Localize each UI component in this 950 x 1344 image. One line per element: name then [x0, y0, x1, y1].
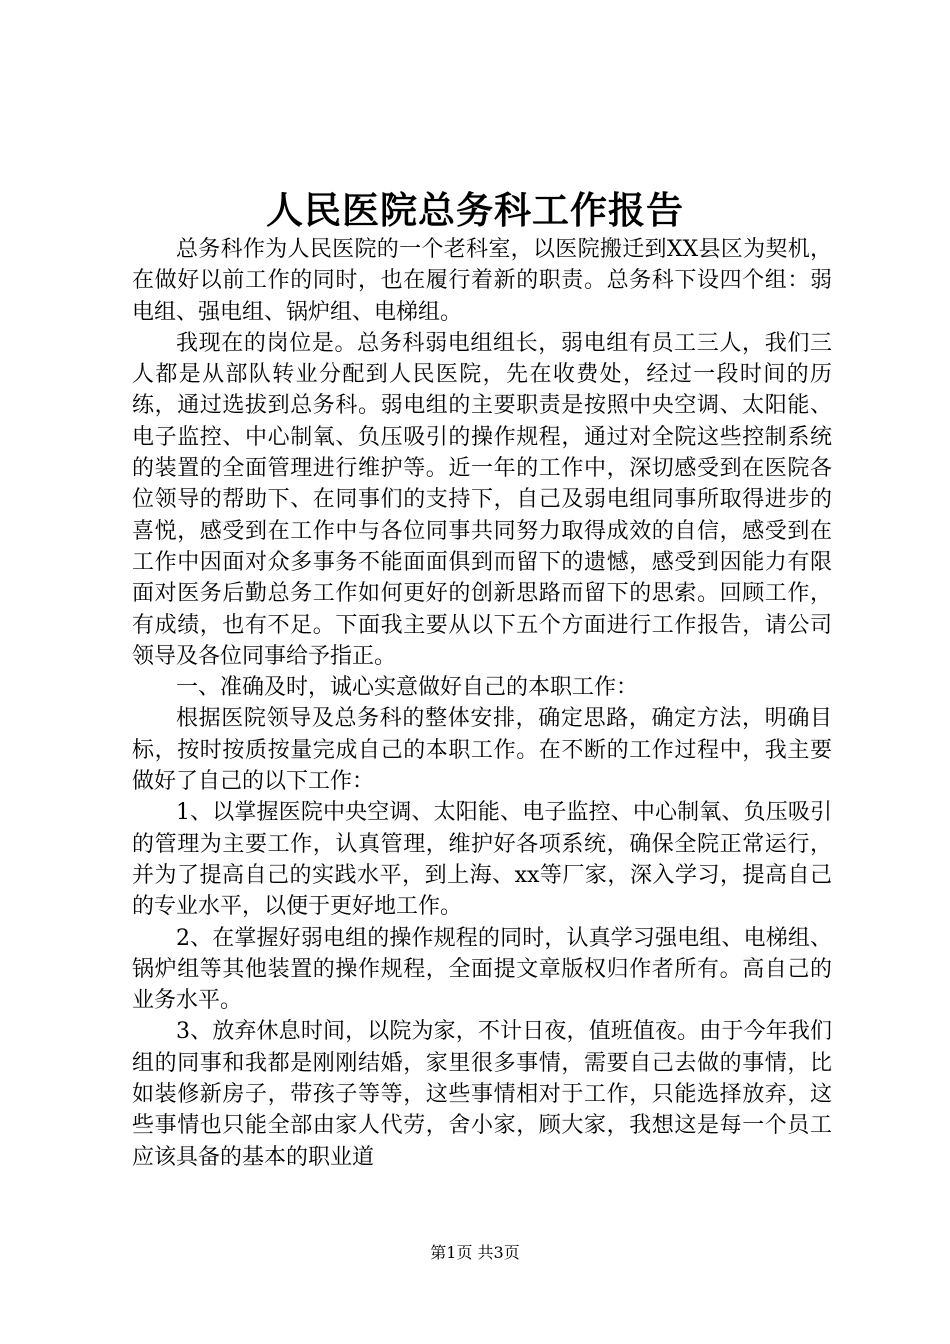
list-item: 2、在掌握好弱电组的操作规程的同时，认真学习强电组、电梯组、锅炉组等其他装置的操作规程，全面提文章版权归作者所有。高自己的业务水平。	[132, 925, 832, 1014]
paragraph: 根据医院领导及总务科的整体安排，确定思路，确定方法，明确目标，按时按质按量完成自己的本职工作。在不断的工作过程中，我主要做好了自己的以下工作：	[132, 706, 832, 795]
list-item: 1、以掌握医院中央空调、太阳能、电子监控、中心制氧、负压吸引的管理为主要工作，认真管理，维护好各项系统，确保全院正常运行，并为了提高自己的实践水平，到上海、xx等厂家，深入学习，提高自己的专业水平，以便于更好地工作。	[132, 800, 832, 920]
page-footer: 第1页 共3页	[430, 1243, 520, 1262]
list-item: 3、放弃休息时间，以院为家，不计日夜，值班值夜。由于今年我们组的同事和我都是刚刚结婚，家里很多事情，需要自己去做的事情，比如装修新房子，带孩子等等，这些事情相对于工作，只能选择放弃，这些事情也只能全部由家人代劳，舍小家，顾大家，我想这是每一个员工应该具备的基本的职业道	[132, 1019, 832, 1170]
section-heading: 一、准确及时，诚心实意做好自己的本职工作：	[176, 675, 639, 701]
paragraph: 总务科作为人民医院的一个老科室，以医院搬迁到XX县区为契机，在做好以前工作的同时，也在履行着新的职责。总务科下设四个组：弱电组、强电组、锅炉组、电梯组。	[132, 237, 832, 325]
document-title: 人民医院总务科工作报告	[266, 188, 684, 232]
paragraph: 我现在的岗位是。总务科弱电组组长，弱电组有员工三人，我们三人都是从部队转业分配到人民医院，先在收费处，经过一段时间的历练，通过选拔到总务科。弱电组的主要职责是按照中央空调、太阳能、电子监控、中心制氧、负压吸引的操作规程，通过对全院这些控制系统的装置的全面管理进行维护等。近一年的工作中，深切感受到在医院各位领导的帮助下、在同事们的支持下，自己及弱电组同事所取得进步的喜悦，感受到在工作中与各位同事共同努力取得成效的自信，感受到在工作中因面对众多事务不能面面俱到而留下的遗憾，感受到因能力有限面对医务后勤总务工作如何更好的创新思路而留下的思索。回顾工作，有成绩，也有不足。下面我主要从以下五个方面进行工作报告，请公司领导及各位同事给予指正。	[132, 330, 832, 669]
document-body	[132, 234, 832, 1173]
